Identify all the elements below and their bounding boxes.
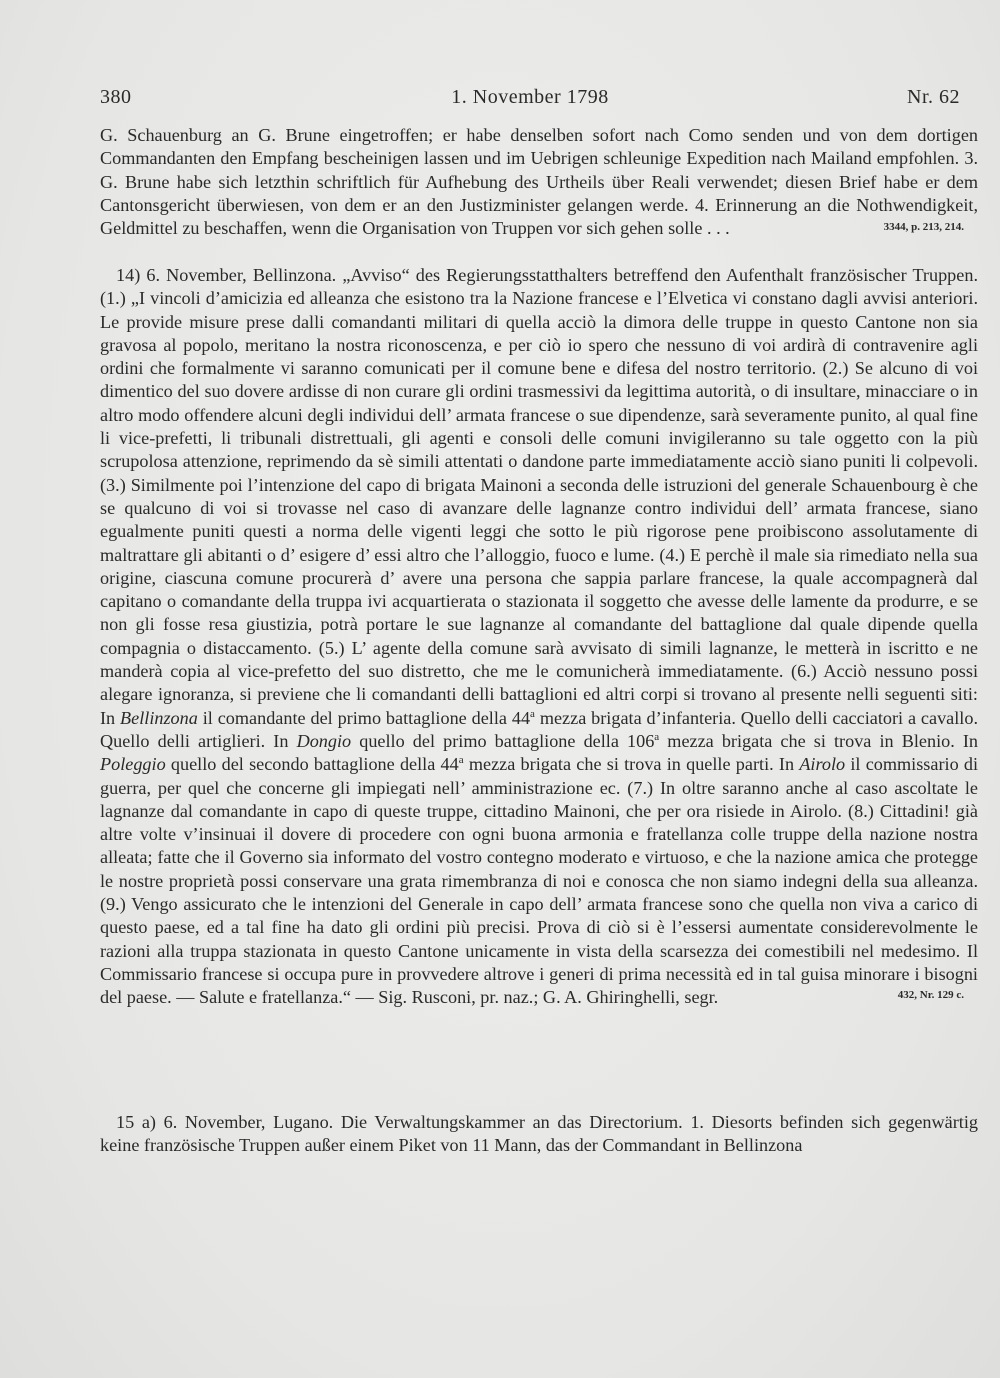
text-segment: quello del primo battaglione della 106 (359, 730, 655, 751)
text-segment: 14) 6. November, Bellinzona. „Avviso“ des Regierungsstatthalters betreffend den Aufenthalt französischer Truppen. (1.) „I vincoli d’amicizia ed alleanza che esistono tra la Nazione francese e l’Elvetica vi constano dagli avvisi anteriori. Le provide misure prese dalli comandanti militari di quella acciò la dimora delle truppe in questo Cantone non sia gravosa al popolo, meritano la nostra riconoscenza, e per ciò io spero che nessuno di voi ardirà di contravenire agli ordini che formalmente vi saranno comunicati per il comune bene e difesa del nostro territorio. (2.) Se alcuno di voi dimentico del suo dovere ardisse di non curare gli ordini trasmessivi da legittima autorità, o di insultare, minacciare o in altro modo offendere alcuni degli individui dell’ armata francese o sue dipendenze, sarà severamente punito, al qual fine li vice-prefetti, li tribunali distrettuali, gli agenti e consoli delle comuni invigileranno su tale oggetto con la più scrupolosa attenzione, reprimendo da sè simili attentati o dandone parte immediatamente acciò siano puniti li colpevoli. (3.) Similmente poi l’intenzione del capo di brigata Mainoni a seconda delle istruzioni del generale Schauenbourg è che se qualcuno di voi si trovasse nel caso di avanzare delle lagnanze contro individui dell’ armata francese, siano egualmente puniti questi a norma delle vigenti leggi che sotto le più rigorose pene proibiscono assolutamente di maltrattare gli abitanti o d’ esigere d’ essi altro che l’alloggio, fuoco e lume. (4.) E perchè il male sia rimediato nella sua origine, ciascuna comune procurerà d’ avere una persona che sappia parlare francese, la quale accompagnerà dal capitano o comandante della truppa ivi acquartierata o stazionata il soggetto che avesse delle lamente da produrre, e se non gli fosse resa giustizia, potrà portare le sue lagnanze al comandante del battaglione dal quale dipende quella compagnia o distaccamento. (5.) L’ agente della comune sarà avvisato di simili lagnanze, le metterà in iscritto e ne manderà copia al vice-prefetto del suo distretto, che me le comunicherà immediatamente. (6.) Acciò nessuno possi alegare ignoranza, si previene che li comandanti delli battaglioni ed altri corpi si trovano al presente nelli seguenti siti: In (100, 265, 978, 728)
text-segment: il commissario di guerra, per quel che concerne gli impiegati nell’ amministrazione ec. (7.) In oltre saranno anche al caso ascoltate le lagnanze dal comandante in capo di queste truppe, cittadino Mainoni, che per ora risiede in Airolo. (8.) Cittadini! già altre volte v’insinuai il dovere di procedere con ogni buona armonia e fratellanza colle truppe della nazione nostra alleata; fatte che il Governo sia informato del vostro contegno moderato e virtuoso, e che la nazione amica che protegge le nostre proprietà possi conservare una grata rimembranza di noi e conosca che non siamo indegni della sua alleanza. (9.) Vengo assicurato che le intenzioni del Generale in capo dell’ armata francese sono che quella non viva a carico di questo paese, ed a tal fine ha dato gli ordini più precisi. Prova di ciò si è l’essersi aumentate considerevolmente le razioni alla truppa stazionata in questo Cantone unicamente in vista della scarsezza dei comestibili nel medesimo. Il Commissario francese si occupa pure in provvedere altrove i generi di prima necessità ed in tal guisa minorare i bisogni del paese. — Salute e fratellanza.“ — Sig. Rusconi, pr. naz.; G. A. Ghiringhelli, segr. (100, 754, 979, 1008)
issue-number: Nr. 62 (907, 86, 960, 108)
text-segment: mezza brigata che si trova in Blenio. In (667, 730, 979, 751)
place-name: Bellinzona (120, 707, 198, 728)
superscript: a (530, 707, 535, 720)
page-header (100, 86, 960, 116)
source-reference: 432, Nr. 129 c. (897, 988, 964, 1001)
paragraph-text: G. Schauenburg an G. Brune eingetroffen; er habe denselben sofort nach Como senden und von dem dortigen Commandanten den Empfang bescheinigen lassen und im Uebrigen schleunige Expedition nach Mailand empfohlen. 3. G. Brune habe sich letzthin schriftlich für Aufhebung des Urtheils über Reali verwendet; diesen Brief habe er dem Cantonsgericht überwiesen, von dem er an den Justizminister gelangen werde. 4. Erinnerung an die Nothwendigkeit, Geldmittel zu beschaffen, wenn die Organisation von Truppen vor sich gehen solle . . . (100, 125, 978, 239)
source-reference: 3344, p. 213, 214. (883, 221, 964, 234)
superscript: a (458, 754, 464, 767)
place-name: Poleggio (100, 754, 166, 775)
text-segment: mezza brigata che si trova in quelle parti. In (468, 754, 795, 775)
text-segment: il comandante del primo battaglione della 44 (202, 707, 531, 728)
entry-14 (100, 264, 978, 1008)
text-segment: mezza brigata d’infanteria. Quello delli cacciatori a cavallo. Quello delli artiglieri. In (100, 707, 978, 751)
entry-15a (100, 1111, 978, 1158)
paragraph-text (100, 264, 978, 1010)
header-date: 1. November 1798 (451, 86, 609, 108)
superscript: a (654, 730, 660, 743)
place-name: Dongio (296, 730, 352, 751)
paragraph-text: 15 a) 6. November, Lugano. Die Verwaltungskammer an das Directorium. 1. Diesorts befinden sich gegenwärtig keine französische Truppen außer einem Piket von 11 Mann, das der Commandant in Bellinzona (100, 1112, 978, 1156)
paragraph-continuation (100, 124, 978, 240)
text-segment: quello del secondo battaglione della 44 (170, 754, 459, 775)
place-name: Airolo (799, 754, 846, 775)
page-number: 380 (100, 86, 132, 108)
